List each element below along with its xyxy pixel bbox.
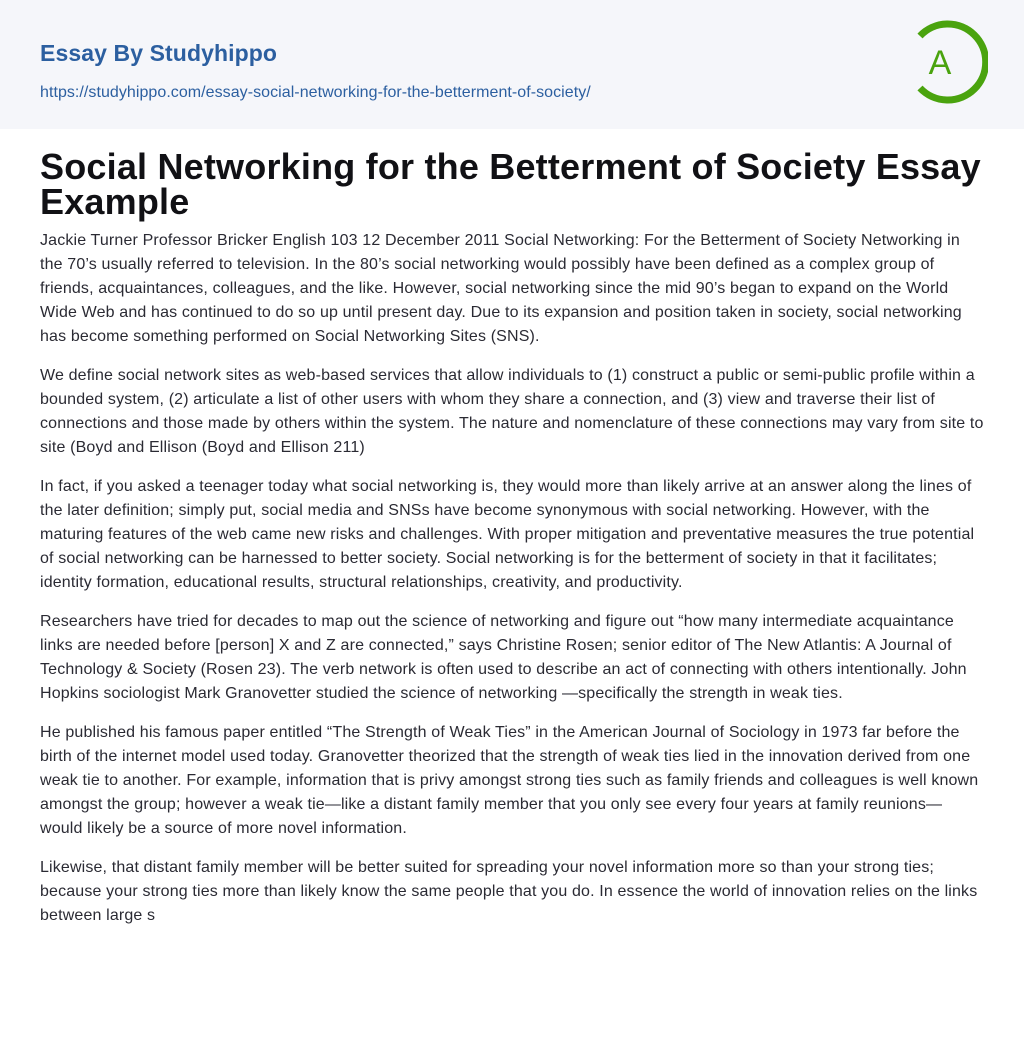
essay-paragraph: Likewise, that distant family member will be better suited for spreading your novel information more so than your strong ties; because your strong ties more than likely know the same people that you do. In essence the world of innovation relies on the links between large s (40, 859, 978, 924)
page-title: Social Networking for the Betterment of Society Essay Example (40, 146, 981, 222)
source-url-link[interactable]: https://studyhippo.com/essay-social-networking-for-the-betterment-of-society/ (40, 84, 591, 101)
main-content (0, 146, 1024, 928)
essay-paragraph: He published his famous paper entitled “The Strength of Weak Ties” in the American Journal of Sociology in 1973 far before the birth of the internet model used today. Granovetter theorized that the strength of weak ties lied in the innovation derived from one weak tie to another. For example, information that is privy amongst strong ties such as family friends and colleagues is well known amongst the group; however a weak tie—like a distant family member that you only see every four years at family reunions—would likely be a source of more novel information. (40, 724, 979, 837)
essay-paragraph: Jackie Turner Professor Bricker English 103 12 December 2011 Social Networking: For the Betterment of Society Networking in the 70’s usually referred to television. In the 80’s social networking would possibly have been defined as a complex group of friends, acquaintances, colleagues, and the like. However, social networking since the mid 90’s began to expand on the World Wide Web and has continued to do so up until present day. Due to its expansion and position taken in society, social networking has become something performed on Social Networking Sites (SNS). (40, 232, 962, 345)
site-header (0, 0, 1024, 129)
essay-paragraph: We define social network sites as web-based services that allow individuals to (1) construct a public or semi-public profile within a bounded system, (2) articulate a list of other users with whom they share a connection, and (3) view and traverse their list of connections and those made by others within the system. The nature and nomenclature of these connections may vary from site to site (Boyd and Ellison (Boyd and Ellison 211) (40, 367, 984, 456)
essay-paragraph: In fact, if you asked a teenager today what social networking is, they would more than likely arrive at an answer along the lines of the later definition; simply put, social media and SNSs have become synonymous with social networking. However, with the maturing features of the web came new risks and challenges. With proper mitigation and preventative measures the true potential of social networking can be harnessed to better society. Social networking is for the betterment of society in that it facilitates; identity formation, educational results, structural relationships, creativity, and productivity. (40, 478, 975, 591)
brand-title: Essay By Studyhippo (40, 40, 278, 66)
essay-paragraph: Researchers have tried for decades to map out the science of networking and figure out “how many intermediate acquaintance links are needed before [person] X and Z are connected,” says Christine Rosen; senior editor of The New Atlantis: A Journal of Technology & Society (Rosen 23). The verb network is often used to describe an act of connecting with others intentionally. John Hopkins sociologist Mark Granovetter studied the science of networking —specifically the strength in weak ties. (40, 613, 967, 702)
svg-text:A: A (928, 44, 952, 82)
brand-logo-icon[interactable] (912, 18, 988, 106)
essay-body (40, 229, 984, 928)
